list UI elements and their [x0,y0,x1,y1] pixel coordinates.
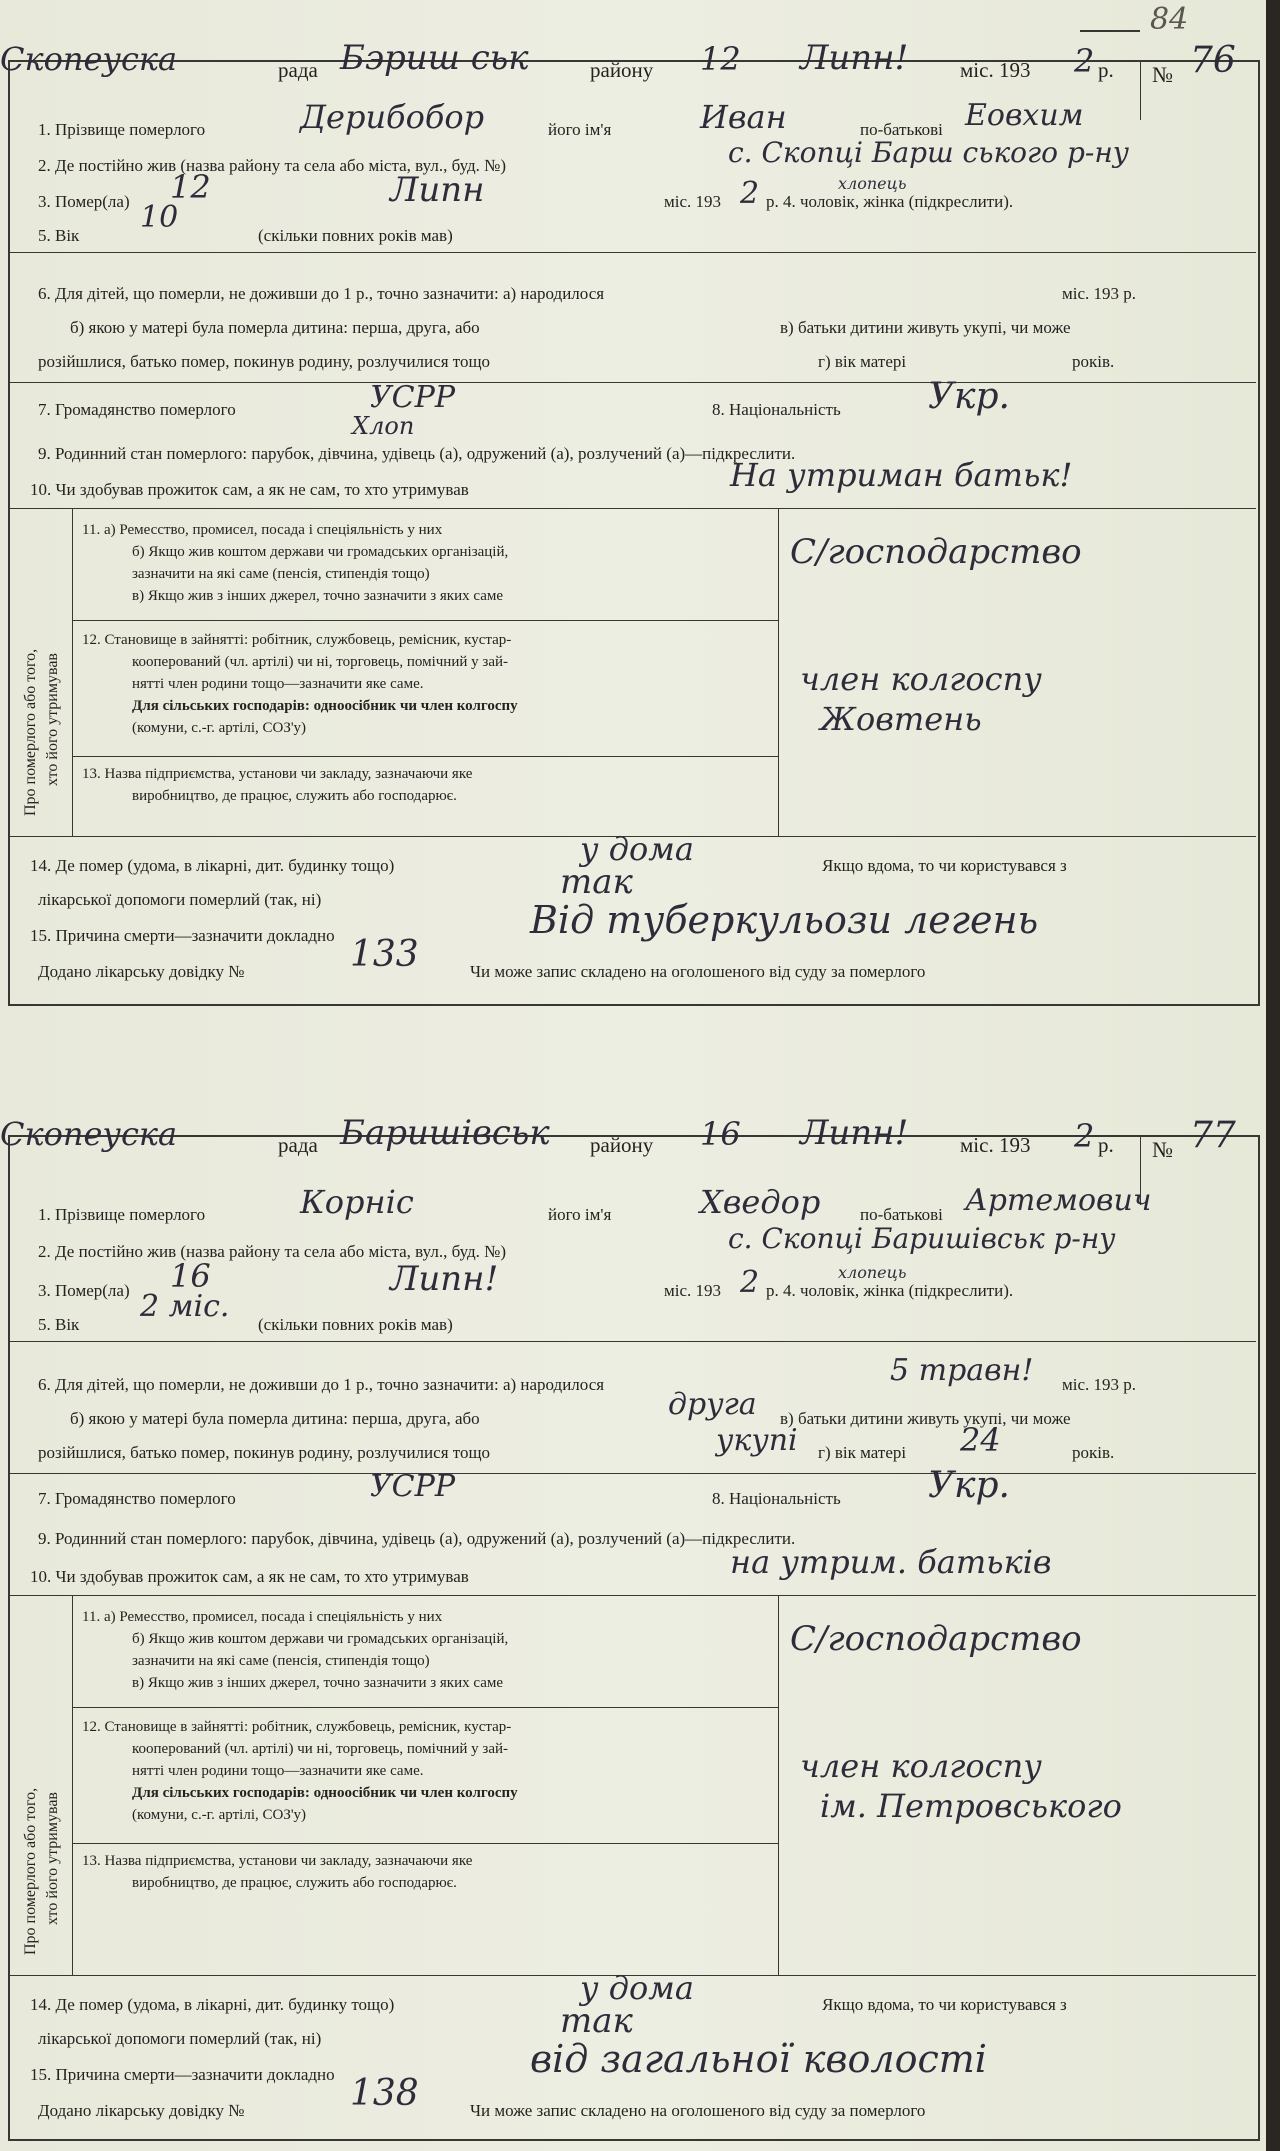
value-support: на утрим. батьків [730,1543,1052,1581]
rada-label: рада [278,58,318,82]
label-position-1: кооперований (чл. артілі) чи ні, торговець, помічний у зай- [132,1741,508,1757]
value-sex-note: хлопець [838,174,907,193]
label-citizenship: 7. Громадянство померлого [38,1489,236,1508]
value-place-of-death: у дома [580,830,694,868]
label-mother-age: г) вік матері [818,1443,907,1462]
label-place-of-death: 14. Де помер (удома, в лікарні, дит. будинку тощо) [30,1995,395,2014]
label-occupation-1: б) Якщо жив коштом держави чи громадських організацій, [132,544,509,560]
label-child-order: б) якою у матері була померла дитина: перша, друга, або [70,318,480,337]
value-death-month: Липн [390,170,485,210]
value-parents: укупі [716,1423,798,1458]
divider-after-age [8,252,1256,253]
label-occupation-3: в) Якщо жив з інших джерел, точно зазначити з яких саме [132,588,504,604]
label-given-name: його ім'я [548,1205,612,1224]
label-nationality: 8. Національність [712,400,841,419]
label-enterprise-1: виробництво, де працює, служить або господарює. [132,788,457,804]
value-age: 10 [140,200,179,235]
value-marital-note: Хлоп [352,412,415,440]
label-infant-month: міс. 193 р. [1062,1375,1137,1394]
settlement-name: Скопеуска [0,1115,178,1153]
record-number: 76 [1190,40,1236,81]
value-residence: с. Скопці Баришівськ р-ну [728,1222,1116,1255]
value-born: 5 травн! [890,1353,1034,1388]
rada-name: Бэриш ськ [340,38,529,78]
label-citizenship: 7. Громадянство померлого [38,400,236,419]
label-parents-cont: розійшлися, батько помер, покинув родину, розлучилися тощо [38,1443,491,1462]
record-year-digit: 2 [1074,1117,1095,1155]
value-certificate: 138 [350,2073,419,2114]
value-death-month: Липн! [390,1259,499,1299]
label-position-2: нятті член родини тощо—зазначити яке саме. [132,1763,424,1779]
label-position-1: кооперований (чл. артілі) чи ні, торговець, помічний у зай- [132,654,508,670]
value-sex-note: хлопець [838,1263,907,1282]
value-medical-help: так [560,2001,633,2041]
record-month: Липн! [800,38,909,78]
value-residence: с. Скопці Барш ського р-ну [728,136,1130,169]
value-death-day: 12 [170,168,211,206]
corner-mark [1080,30,1140,32]
label-infant: 6. Для дітей, що померли, не доживши до 1 р., точно зазначити: а) народилося [38,1375,605,1394]
label-residence: 2. Де постійно жив (назва району та села або міста, вул., буд. №) [38,1242,507,1261]
value-patronymic: Еовхим [965,98,1084,133]
record-day: 16 [700,1115,741,1153]
label-cause: 15. Причина смерти—зазначити докладно [30,2065,335,2084]
label-position-0: 12. Становище в зайнятті: робітник, службовець, ремісник, кустар- [82,632,512,648]
divider-after-support [8,508,1256,509]
side-label-2: хто його утримував [44,653,61,786]
label-court: Чи може запис складено на оголошеного від суду за померлого [470,962,926,981]
value-citizenship: УСРР [370,1469,456,1504]
label-infant: 6. Для дітей, що померли, не доживши до 1 р., точно зазначити: а) народилося [38,284,605,303]
number-box-divider [1140,60,1141,120]
label-age-note: (скільки повних років мав) [258,1315,453,1334]
record-year-digit: 2 [1074,42,1095,80]
value-column-divider [778,508,779,836]
label-home-help: Якщо вдома, то чи користувався з [822,1995,1067,2014]
value-position-1: член колгоспу [800,1747,1042,1785]
side-label-1: Про померлого або того, [22,1787,39,1955]
value-cause: від загальної кволості [530,2037,987,2081]
label-enterprise-0: 13. Назва підприємства, установи чи закладу, зазначаючи яке [82,1853,473,1869]
value-age: 2 міс. [140,1289,230,1324]
divider-after-age [8,1341,1256,1342]
label-patronymic: по-батькові [860,1205,943,1224]
year-r-label: р. [1098,1133,1114,1157]
value-patronymic: Артемович [965,1183,1152,1218]
rada-label: рада [278,1133,318,1157]
label-surname: 1. Прізвище померлого [38,1205,206,1224]
label-infant-month: міс. 193 р. [1062,284,1137,303]
label-occupation-2: зазначити на які саме (пенсія, стипендія тощо) [132,566,430,582]
label-medical-help: лікарської допомоги померлий (так, ні) [38,2029,322,2048]
value-nationality: Укр. [928,376,1011,417]
label-mother-age: г) вік матері [818,352,907,371]
value-certificate: 133 [350,934,419,975]
label-position-3: Для сільських господарів: одноосібник чи член колгоспу [132,1785,518,1801]
label-death-year: міс. 193 [664,1281,722,1300]
rada-name: Баришівськ [340,1113,550,1153]
value-surname: Дерибобор [300,98,485,136]
label-age-note: (скільки повних років мав) [258,226,453,245]
value-cause: Від туберкульози легень [530,898,1039,942]
value-death-year: 2 [740,176,760,211]
value-death-day: 16 [170,1257,211,1295]
label-sex: р. 4. чоловік, жінка (підкреслити). [766,1281,1014,1300]
label-medical-help: лікарської допомоги померлий (так, ні) [38,890,322,909]
divider-12-13 [72,1843,778,1844]
label-position-0: 12. Становище в зайнятті: робітник, службовець, ремісник, кустар- [82,1719,512,1735]
value-surname: Корніс [300,1183,414,1221]
label-residence: 2. Де постійно жив (назва району та села або міста, вул., буд. №) [38,156,507,175]
value-given-name: Хведор [700,1183,821,1221]
record-number: 77 [1190,1115,1236,1156]
label-position-4: (комуни, с.-г. артілі, СОЗ'у) [132,720,307,736]
value-position-1: член колгоспу [800,660,1042,698]
label-marital: 9. Родинний стан померлого: парубок, дівчина, удівець (а), одружений (а), розлучений (а)—підкреслити. [38,1529,796,1548]
label-position-2: нятті член родини тощо—зазначити яке саме. [132,676,424,692]
death-record-77 [0,1115,1260,2145]
label-enterprise-1: виробництво, де працює, служить або господарює. [132,1875,457,1891]
label-position-3: Для сільських господарів: одноосібник чи член колгоспу [132,698,518,714]
label-death-date: 3. Помер(ла) [38,192,130,211]
side-label-2: хто його утримував [44,1792,61,1925]
value-column-divider [778,1595,779,1975]
label-home-help: Якщо вдома, то чи користувався з [822,856,1067,875]
label-position-4: (комуни, с.-г. артілі, СОЗ'у) [132,1807,307,1823]
label-occupation-3: в) Якщо жив з інших джерел, точно зазначити з яких саме [132,1675,504,1691]
side-column-divider [72,508,73,836]
label-parents: в) батьки дитини живуть укупі, чи може [780,318,1071,337]
page-number: 84 [1150,2,1189,37]
mis-label: міс. 193 [960,58,1031,82]
value-medical-help: так [560,862,633,902]
label-sex: р. 4. чоловік, жінка (підкреслити). [766,192,1014,211]
number-label: № [1152,1137,1173,1162]
label-surname: 1. Прізвище померлого [38,120,206,139]
year-r-label: р. [1098,58,1114,82]
label-age: 5. Вік [38,1315,80,1334]
value-nationality: Укр. [928,1465,1011,1506]
label-occupation-1: б) Якщо жив коштом держави чи громадських організацій, [132,1631,509,1647]
label-certificate: Додано лікарську довідку № [38,962,245,981]
value-occupation: С/господарство [790,1619,1082,1659]
divider-after-infant [8,382,1256,383]
label-support: 10. Чи здобував прожиток сам, а як не сам, то хто утримував [30,1567,469,1586]
label-death-year: міс. 193 [664,192,722,211]
label-enterprise-0: 13. Назва підприємства, установи чи закладу, зазначаючи яке [82,766,473,782]
label-marital: 9. Родинний стан померлого: парубок, дівчина, удівець (а), одружений (а), розлучений (а)—підкреслити. [38,444,796,463]
value-citizenship: УСРР [370,380,456,415]
label-parents-cont: розійшлися, батько помер, покинув родину, розлучилися тощо [38,352,491,371]
label-certificate: Додано лікарську довідку № [38,2101,245,2120]
rayon-label: району [590,58,654,82]
mis-label: міс. 193 [960,1133,1031,1157]
value-given-name: Иван [700,98,787,136]
value-position-2: Жовтень [820,700,982,738]
divider-12-13 [72,756,778,757]
value-position-2: ім. Петровського [820,1787,1122,1825]
settlement-name: Скопеуска [0,40,178,78]
record-month: Липн! [800,1113,909,1153]
death-record-76 [0,40,1260,1010]
value-mother-age: 24 [960,1421,1001,1459]
side-label-1: Про померлого або того, [22,648,39,816]
side-column-divider [72,1595,73,1975]
value-place-of-death: у дома [580,1969,694,2007]
divider-after-infant [8,1473,1256,1474]
label-years: років. [1072,1443,1115,1462]
label-occupation-2: зазначити на які саме (пенсія, стипендія тощо) [132,1653,430,1669]
label-death-date: 3. Помер(ла) [38,1281,130,1300]
label-parents: в) батьки дитини живуть укупі, чи може [780,1409,1071,1428]
label-place-of-death: 14. Де помер (удома, в лікарні, дит. будинку тощо) [30,856,395,875]
label-court: Чи може запис складено на оголошеного від суду за померлого [470,2101,926,2120]
label-nationality: 8. Національність [712,1489,841,1508]
divider-after-support [8,1595,1256,1596]
label-years: років. [1072,352,1115,371]
label-patronymic: по-батькові [860,120,943,139]
record-day: 12 [700,40,741,78]
label-age: 5. Вік [38,226,80,245]
label-support: 10. Чи здобував прожиток сам, а як не сам, то хто утримував [30,480,469,499]
label-child-order: б) якою у матері була померла дитина: перша, друга, або [70,1409,480,1428]
value-child-order: друга [668,1387,757,1422]
divider-11-12 [72,620,778,621]
label-given-name: його ім'я [548,120,612,139]
value-occupation: С/господарство [790,532,1082,572]
rayon-label: району [590,1133,654,1157]
label-occupation-0: 11. а) Ремесство, промисел, посада і спеціяльність у них [82,1609,443,1625]
value-support: На утриман батьк! [730,456,1073,494]
value-death-year: 2 [740,1265,760,1300]
divider-11-12 [72,1707,778,1708]
label-cause: 15. Причина смерти—зазначити докладно [30,926,335,945]
number-label: № [1152,62,1173,87]
label-occupation-0: 11. а) Ремесство, промисел, посада і спеціяльність у них [82,522,443,538]
